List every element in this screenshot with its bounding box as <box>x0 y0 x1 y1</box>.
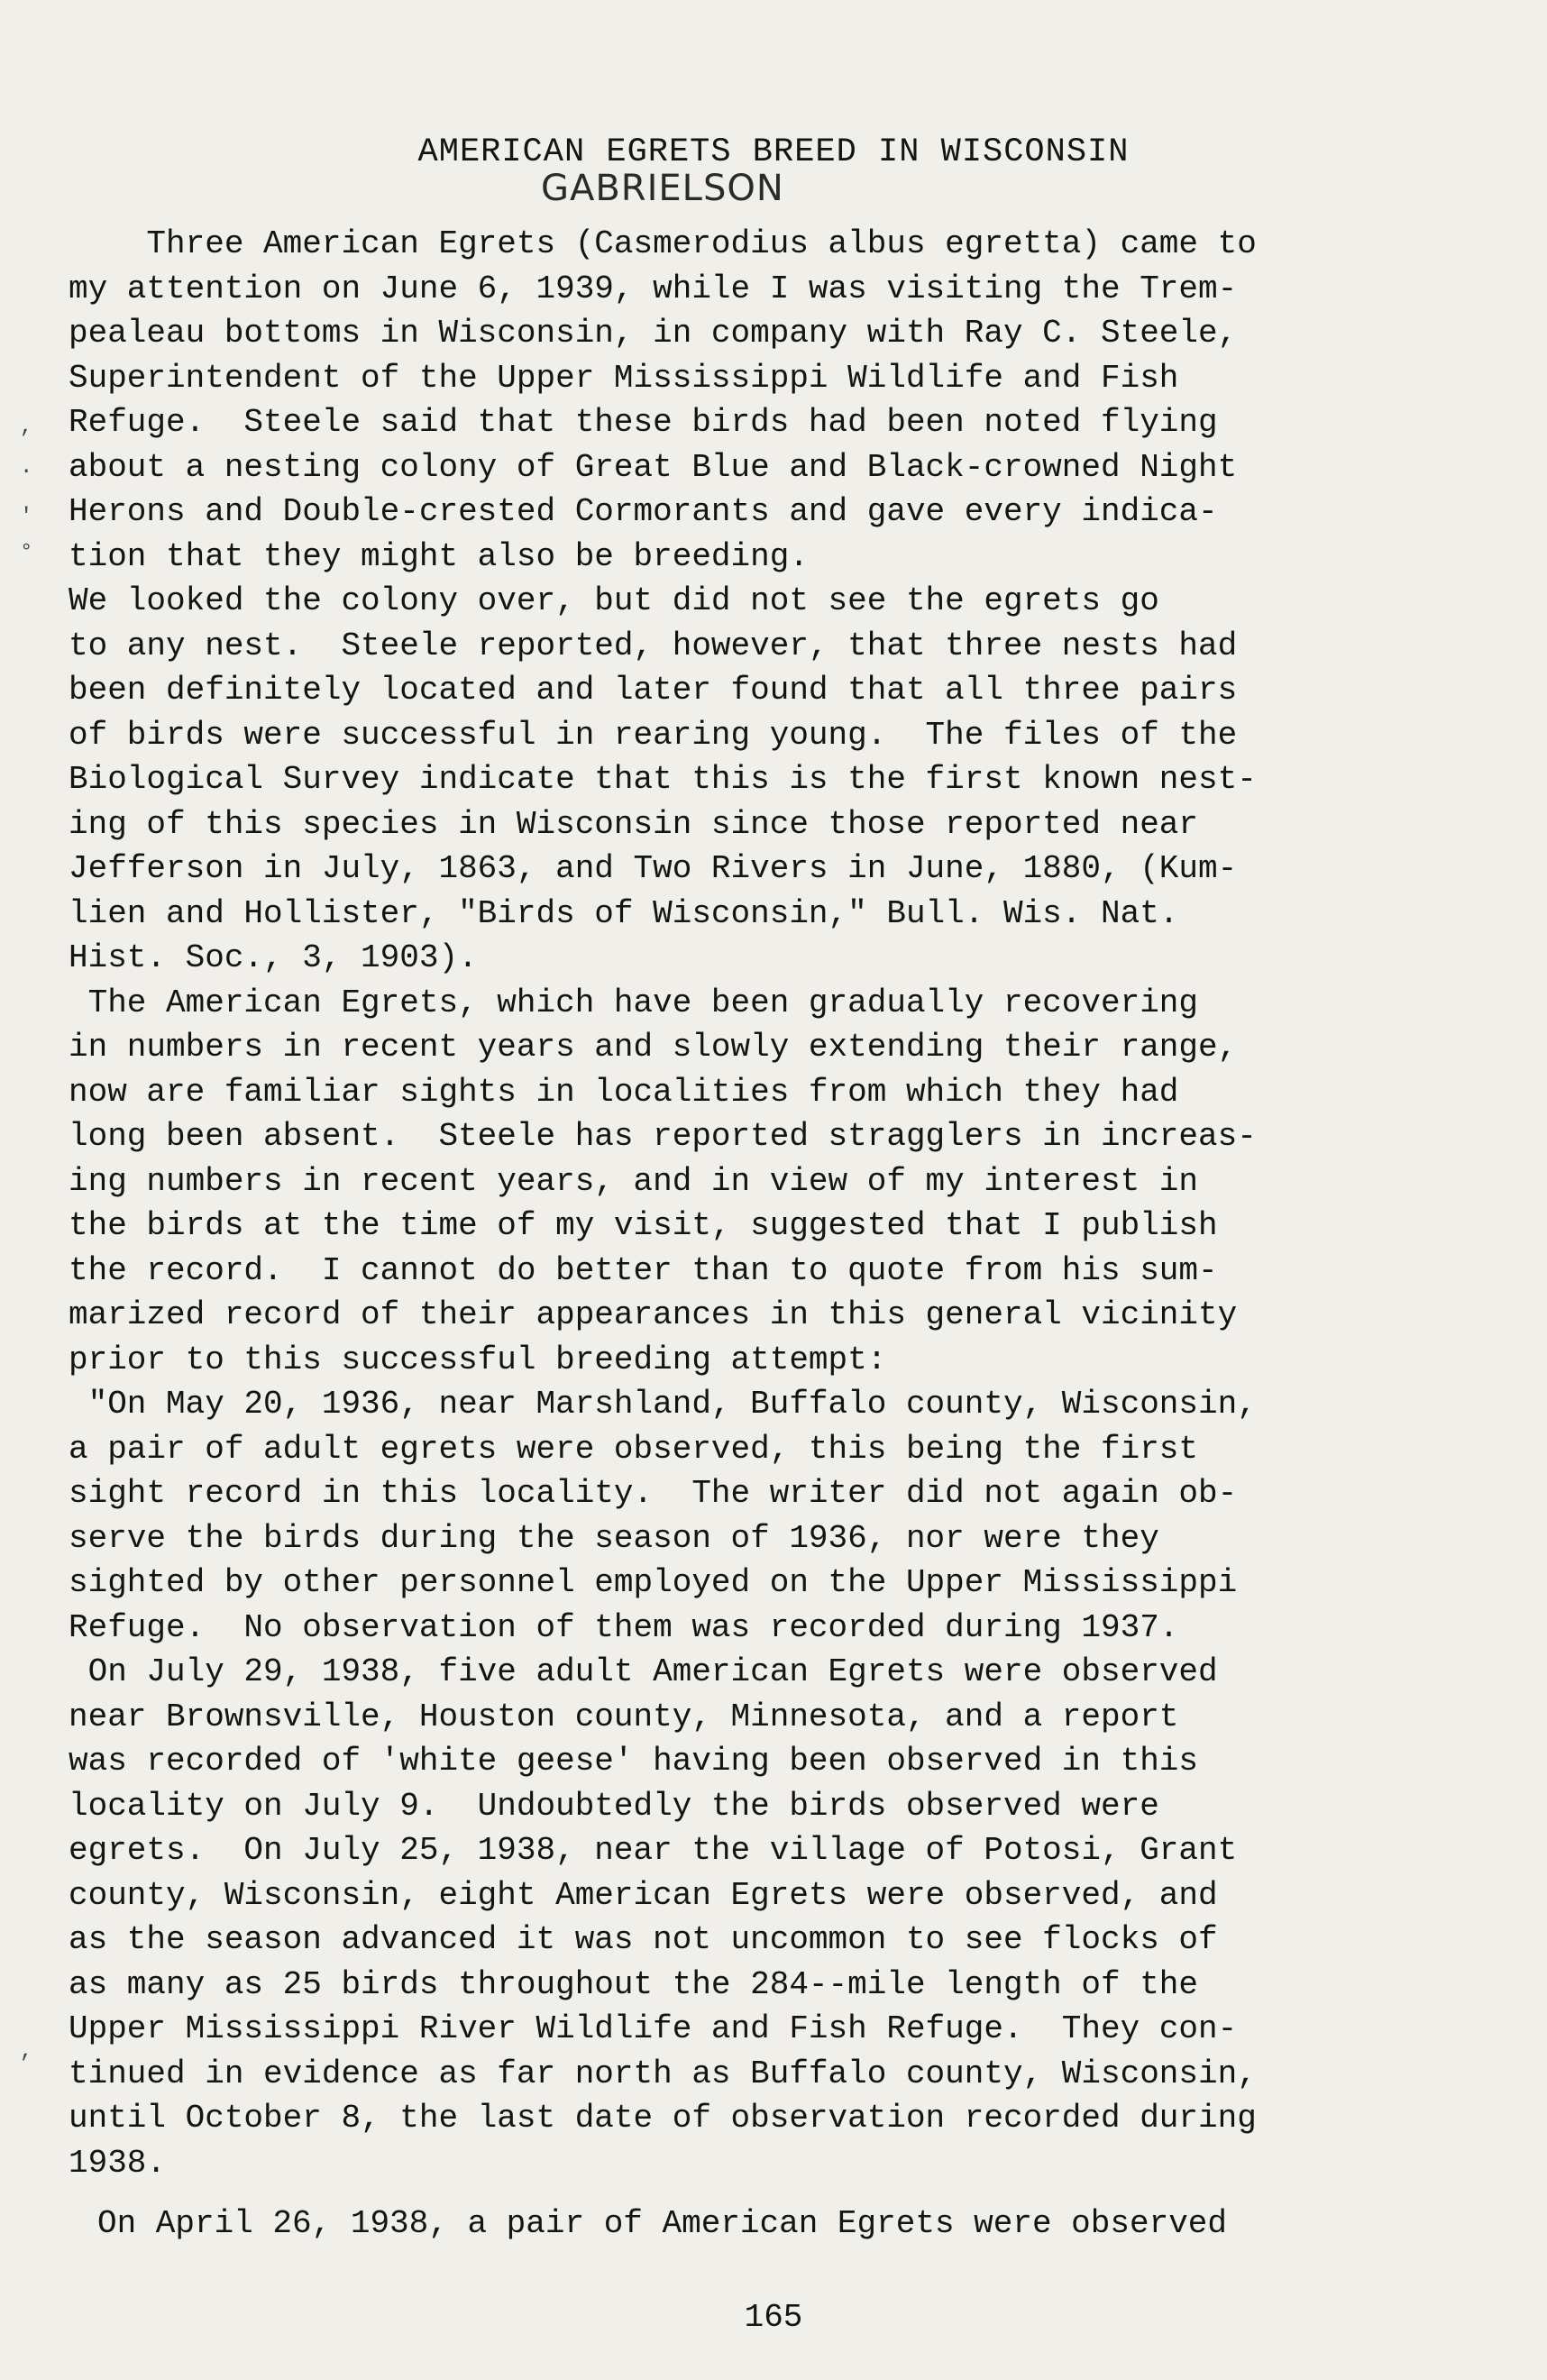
text-line: Refuge. Steele said that these birds had been noted flying <box>69 404 1218 441</box>
text-line: near Brownsville, Houston county, Minnesota, and a report <box>69 1698 1179 1735</box>
text-line: Superintendent of the Upper Mississippi Wildlife and Fish <box>69 359 1179 397</box>
text-line: the birds at the time of my visit, suggested that I publish <box>69 1207 1218 1244</box>
text-line: in numbers in recent years and slowly extending their range, <box>69 1029 1238 1066</box>
text-line: The American Egrets, which have been gradually recovering <box>69 984 1199 1021</box>
text-line: Jefferson in July, 1863, and Two Rivers in June, 1880, (Kum- <box>69 850 1238 887</box>
text-line: Herons and Double-crested Cormorants and gave every indica- <box>69 493 1218 530</box>
margin-mark: , <box>20 415 33 439</box>
text-line: tion that they might also be breeding. <box>69 537 809 575</box>
text-line: a pair of adult egrets were observed, this being the first <box>69 1430 1199 1468</box>
text-line: 1938. <box>69 2144 167 2182</box>
body-text <box>69 222 1475 2185</box>
text-line: Three American Egrets (Casmerodius albus egretta) came to <box>69 225 1257 262</box>
text-line: the record. I cannot do better than to quote from his sum- <box>69 1251 1218 1289</box>
text-line: "On May 20, 1936, near Marshland, Buffalo county, Wisconsin, <box>69 1386 1257 1423</box>
page-number: 165 <box>744 2299 803 2336</box>
margin-mark: , <box>20 2039 33 2064</box>
text-line: long been absent. Steele has reported stragglers in increas- <box>69 1118 1257 1155</box>
text-line: until October 8, the last date of observation recorded during <box>69 2100 1257 2137</box>
margin-mark: ° <box>20 541 33 565</box>
text-line: as many as 25 birds throughout the 284--mile length of the <box>69 1965 1199 2003</box>
text-line: Refuge. No observation of them was recorded during 1937. <box>69 1608 1179 1646</box>
text-line: pealeau bottoms in Wisconsin, in company with Ray C. Steele, <box>69 315 1238 352</box>
text-line: We looked the colony over, but did not see the egrets go <box>69 582 1159 619</box>
page-title: AMERICAN EGRETS BREED IN WISCONSIN <box>417 133 1130 171</box>
text-line: egrets. On July 25, 1938, near the village of Potosi, Grant <box>69 1832 1238 1869</box>
text-line: Biological Survey indicate that this is the first known nest- <box>69 761 1257 798</box>
text-line: prior to this successful breeding attempt: <box>69 1341 887 1378</box>
text-line: of birds were successful in rearing young. The files of the <box>69 716 1238 754</box>
text-line: about a nesting colony of Great Blue and Black-crowned Night <box>69 448 1238 486</box>
text-line: been definitely located and later found that all three pairs <box>69 672 1238 709</box>
text-line: was recorded of 'white geese' having been observed in this <box>69 1743 1199 1780</box>
text-line: Upper Mississippi River Wildlife and Fish Refuge. They con- <box>69 2010 1238 2047</box>
text-line: as the season advanced it was not uncommon to see flocks of <box>69 1921 1218 1958</box>
text-line: lien and Hollister, "Birds of Wisconsin," Bull. Wis. Nat. <box>69 894 1179 932</box>
text-line: county, Wisconsin, eight American Egrets were observed, and <box>69 1876 1218 1914</box>
text-line: ing of this species in Wisconsin since those reported near <box>69 805 1199 843</box>
margin-mark: · <box>20 460 33 484</box>
text-line: locality on July 9. Undoubtedly the birds observed were <box>69 1787 1159 1825</box>
text-line: to any nest. Steele reported, however, that three nests had <box>69 627 1238 664</box>
text-line: now are familiar sights in localities from which they had <box>69 1073 1179 1111</box>
text-line-continued: On April 26, 1938, a pair of American Egrets were observed <box>97 2205 1228 2242</box>
text-line: sighted by other personnel employed on the Upper Mississippi <box>69 1564 1238 1601</box>
margin-mark: ' <box>20 505 33 529</box>
text-line: On July 29, 1938, five adult American Egrets were observed <box>69 1653 1218 1690</box>
text-line: sight record in this locality. The writer did not again ob- <box>69 1475 1238 1512</box>
handwritten-annotation: GABRIELSON <box>541 168 784 209</box>
text-line: marized record of their appearances in this general vicinity <box>69 1296 1238 1333</box>
text-line: Hist. Soc., 3, 1903). <box>69 939 478 976</box>
text-line: ing numbers in recent years, and in view of my interest in <box>69 1162 1199 1200</box>
text-line: serve the birds during the season of 1936, nor were they <box>69 1519 1159 1557</box>
text-line: my attention on June 6, 1939, while I was visiting the Trem- <box>69 270 1238 307</box>
text-line: tinued in evidence as far north as Buffalo county, Wisconsin, <box>69 2055 1257 2092</box>
